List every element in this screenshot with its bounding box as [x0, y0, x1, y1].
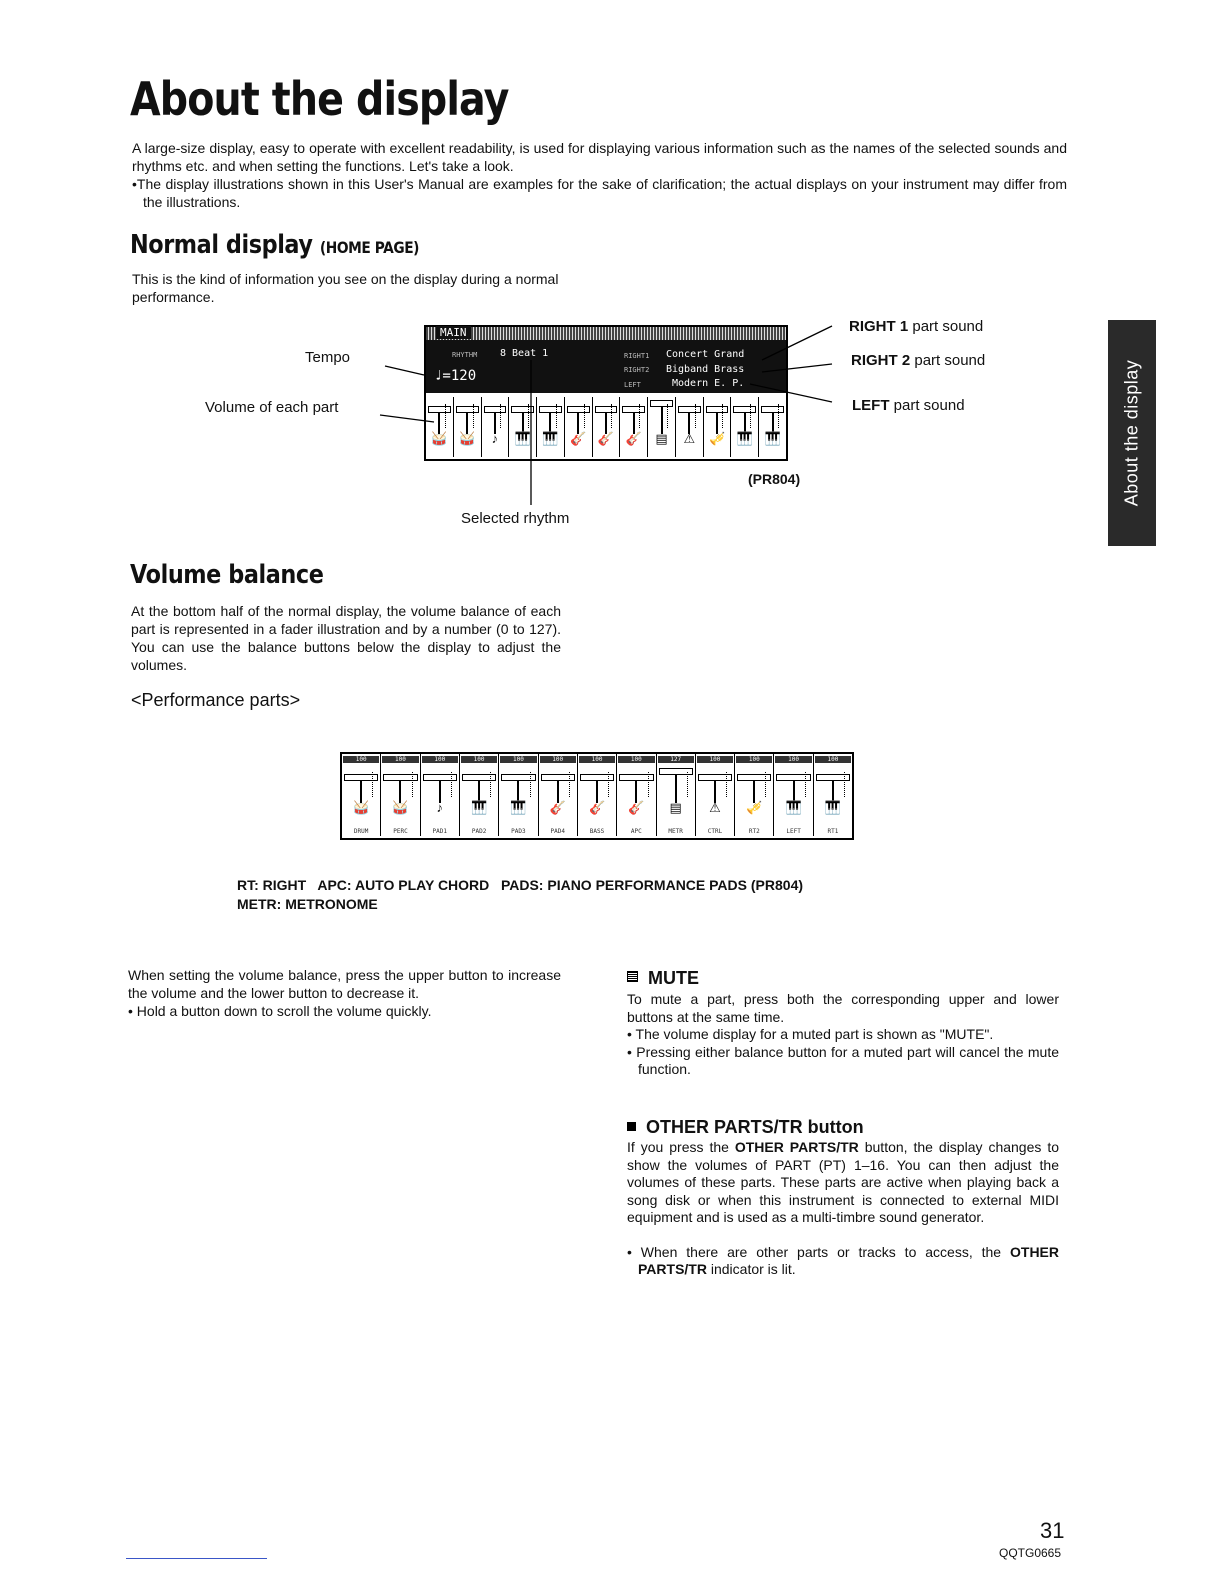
fader-value: 100 [815, 756, 851, 763]
fader-value: 100 [736, 756, 772, 763]
fader-value: 100 [422, 756, 458, 763]
fader-part[interactable] [617, 754, 656, 836]
right2-line [762, 364, 832, 372]
fader-scale [844, 772, 849, 797]
right1-label: RIGHT 1 part sound [849, 318, 984, 335]
part-abbrev: RT1 [827, 828, 839, 835]
page-number: 31 [1040, 1518, 1065, 1543]
fader-value: 100 [500, 756, 536, 763]
fader-part[interactable] [814, 754, 852, 836]
lcd-right2: Bigband Brass [666, 364, 745, 375]
fader-scale [687, 772, 692, 797]
fader-value: 100 [618, 756, 654, 763]
fader-scale [412, 772, 417, 797]
fader-track [675, 774, 677, 803]
left-note [128, 966, 561, 1020]
fader-part[interactable] [735, 754, 774, 836]
right1-line [762, 326, 832, 360]
lcd-rhythm: 8 Beat 1 [500, 348, 549, 359]
mute-heading: MUTE [627, 968, 1059, 989]
instrument-icon: 🎸 [625, 430, 642, 446]
instrument-icon: 🎺 [708, 430, 726, 446]
fader-scale [372, 772, 377, 797]
left-note-text: When setting the volume balance, press the upper button to increase the volume and the lower button to decrease it. [128, 967, 561, 1001]
other-parts-section [627, 1117, 1059, 1279]
instrument-icon: 🥁 [392, 799, 409, 815]
lcd-title: MAIN [436, 326, 471, 339]
lcd-rhythm-tag: RHYTHM [452, 351, 478, 359]
instrument-icon: 🎸 [628, 799, 645, 815]
performance-parts-subtitle: <Performance parts> [131, 690, 301, 710]
instrument-icon: 🎹 [764, 430, 781, 446]
part-abbrev: PAD3 [511, 828, 526, 835]
mute-bullet-2: • Pressing either balance button for a muted part will cancel the mute function. [627, 1043, 1059, 1077]
lcd-right1: Concert Grand [666, 349, 745, 360]
volume-balance-text: At the bottom half of the normal display, the volume balance of each part is represented in a fader illustration and by a number (0 to 127). You can use the balance buttons below the display to adjust the volumes. [131, 603, 561, 673]
fader-scale [765, 772, 770, 797]
fader-scale [805, 772, 810, 797]
performance-parts-display [340, 752, 854, 840]
fader-value: 127 [658, 756, 694, 763]
fader-scale [490, 772, 495, 797]
fader-part[interactable] [539, 754, 578, 836]
instrument-icon: 🎹 [824, 799, 841, 815]
instrument-icon: 🎸 [549, 799, 566, 815]
part-abbrev: APC [630, 828, 642, 835]
fader-scale [608, 772, 613, 797]
part-abbrev: METR [668, 828, 683, 835]
fader-part[interactable] [657, 754, 696, 836]
left-note-bullet: • Hold a button down to scroll the volume quickly. [128, 1003, 432, 1019]
fader-part[interactable] [499, 754, 538, 836]
instrument-icon: 🎹 [510, 799, 527, 815]
volume-balance-heading: Volume balance [130, 560, 324, 590]
model-label: (PR804) [748, 471, 801, 487]
footer-rule [126, 1558, 267, 1559]
page-title: About the display [130, 72, 509, 126]
performance-fader-row [342, 754, 852, 836]
part-abbrev: PAD4 [550, 828, 565, 835]
instrument-icon: 🎹 [736, 430, 753, 446]
instrument-icon: 🥁 [431, 430, 448, 446]
fader-part[interactable] [421, 754, 460, 836]
instrument-icon: 🎹 [542, 430, 559, 446]
doc-code: QQTG0665 [999, 1546, 1062, 1560]
square-bullet-icon [627, 1122, 636, 1131]
tempo-line [385, 366, 424, 375]
mute-section [627, 968, 1059, 1079]
tempo-label: Tempo [305, 349, 351, 366]
lcd-left-tag: LEFT [624, 381, 641, 389]
instrument-icon: ♪ [491, 430, 499, 446]
lcd-r2-tag: RIGHT2 [624, 366, 650, 374]
fader-part[interactable] [696, 754, 735, 836]
home-page-suffix: (HOME PAGE) [319, 238, 420, 257]
fader-value: 100 [697, 756, 733, 763]
part-abbrev: CTRL [707, 828, 723, 835]
instrument-icon: ▤ [655, 430, 668, 446]
legend-line-1: RT: RIGHT APC: AUTO PLAY CHORD PADS: PIANO PERFORMANCE PADS (PR804) [237, 877, 804, 893]
fader-part[interactable] [342, 754, 381, 836]
fader-scale [451, 772, 456, 797]
instrument-icon: 🥁 [459, 430, 476, 446]
instrument-icon: 🎸 [588, 799, 606, 815]
part-abbrev: PAD1 [432, 828, 447, 835]
instrument-icon: ♪ [436, 799, 444, 815]
normal-display-heading: Normal display (HOME PAGE) [130, 230, 420, 260]
instrument-icon: 🥁 [353, 799, 370, 815]
mute-text: To mute a part, press both the corresponding upper and lower buttons at the same time. [627, 991, 1059, 1025]
right2-label: RIGHT 2 part sound [851, 352, 986, 369]
instrument-icon: 🎹 [514, 430, 531, 446]
fader-part[interactable] [381, 754, 420, 836]
left-label: LEFT part sound [852, 397, 965, 414]
volume-label: Volume of each part [205, 399, 339, 416]
instrument-icon: ⚠ [683, 430, 696, 446]
volume-line [380, 415, 434, 422]
fader-scale [569, 772, 574, 797]
fader-scale [726, 772, 731, 797]
part-abbrev: BASS [589, 828, 605, 835]
fader-part[interactable] [460, 754, 499, 836]
fader-scale [530, 772, 535, 797]
part-abbrev: PAD2 [471, 828, 487, 835]
legend-line-2: METR: METRONOME [237, 896, 378, 912]
fader-value: 100 [382, 756, 418, 763]
fader-part[interactable] [578, 754, 617, 836]
square-bullet-icon [627, 971, 638, 982]
instrument-icon: 🎹 [785, 799, 802, 815]
lcd-left: Modern E. P. [672, 378, 745, 389]
intro-text: A large-size display, easy to operate with excellent readability, is used for displaying various information such as the names of the selected sounds and rhythms etc. and when setting the functions. Let's take a look. [132, 140, 1067, 174]
instrument-icon: 🎸 [570, 430, 587, 446]
fader-value: 100 [540, 756, 576, 763]
callout-lines [0, 0, 1224, 560]
instrument-icon: ⚠ [709, 799, 721, 815]
instrument-icon: 🎹 [471, 799, 488, 815]
fader-part[interactable] [774, 754, 813, 836]
fader-scale [648, 772, 653, 797]
part-abbrev: LEFT [786, 828, 801, 835]
fader-value: 100 [775, 756, 811, 763]
intro-bullet: •The display illustrations shown in this User's Manual are examples for the sake of clarification; the actual displays on your instrument may differ from the illustrations. [132, 176, 1067, 210]
lcd-tempo: ♩=120 [434, 368, 477, 384]
fader-value: 100 [343, 756, 379, 763]
normal-display-text: This is the kind of information you see on the display during a normal performance. [132, 271, 559, 305]
instrument-icon: 🎸 [597, 430, 615, 446]
other-parts-bullet: • When there are other parts or tracks to access, the OTHER PARTS/TR indicator is lit. [627, 1243, 1059, 1277]
rhythm-label: Selected rhythm [461, 510, 570, 527]
part-abbrev: RT2 [748, 828, 760, 835]
lcd-r1-tag: RIGHT1 [624, 352, 650, 360]
fader-value: 100 [461, 756, 497, 763]
other-parts-heading: OTHER PARTS/TR button [627, 1117, 1059, 1138]
instrument-icon: ▤ [669, 799, 682, 815]
left-line [750, 384, 832, 402]
instrument-icon: 🎺 [746, 799, 763, 815]
part-abbrev: PERC [393, 828, 408, 835]
fader-value: 100 [579, 756, 615, 763]
other-parts-text: If you press the OTHER PARTS/TR button, the display changes to show the volumes of PART (PT) 1–16. You can then adjust the volumes of these parts. These parts are active when playing back a song disk or when this instrument is connected to external MIDI equipment and is used as a multi-timbre sound generator. [627, 1139, 1059, 1225]
side-tab-label: About the display [1121, 359, 1142, 507]
mute-bullet-1: • The volume display for a muted part is shown as "MUTE". [627, 1026, 994, 1042]
part-abbrev: DRUM [353, 828, 369, 835]
